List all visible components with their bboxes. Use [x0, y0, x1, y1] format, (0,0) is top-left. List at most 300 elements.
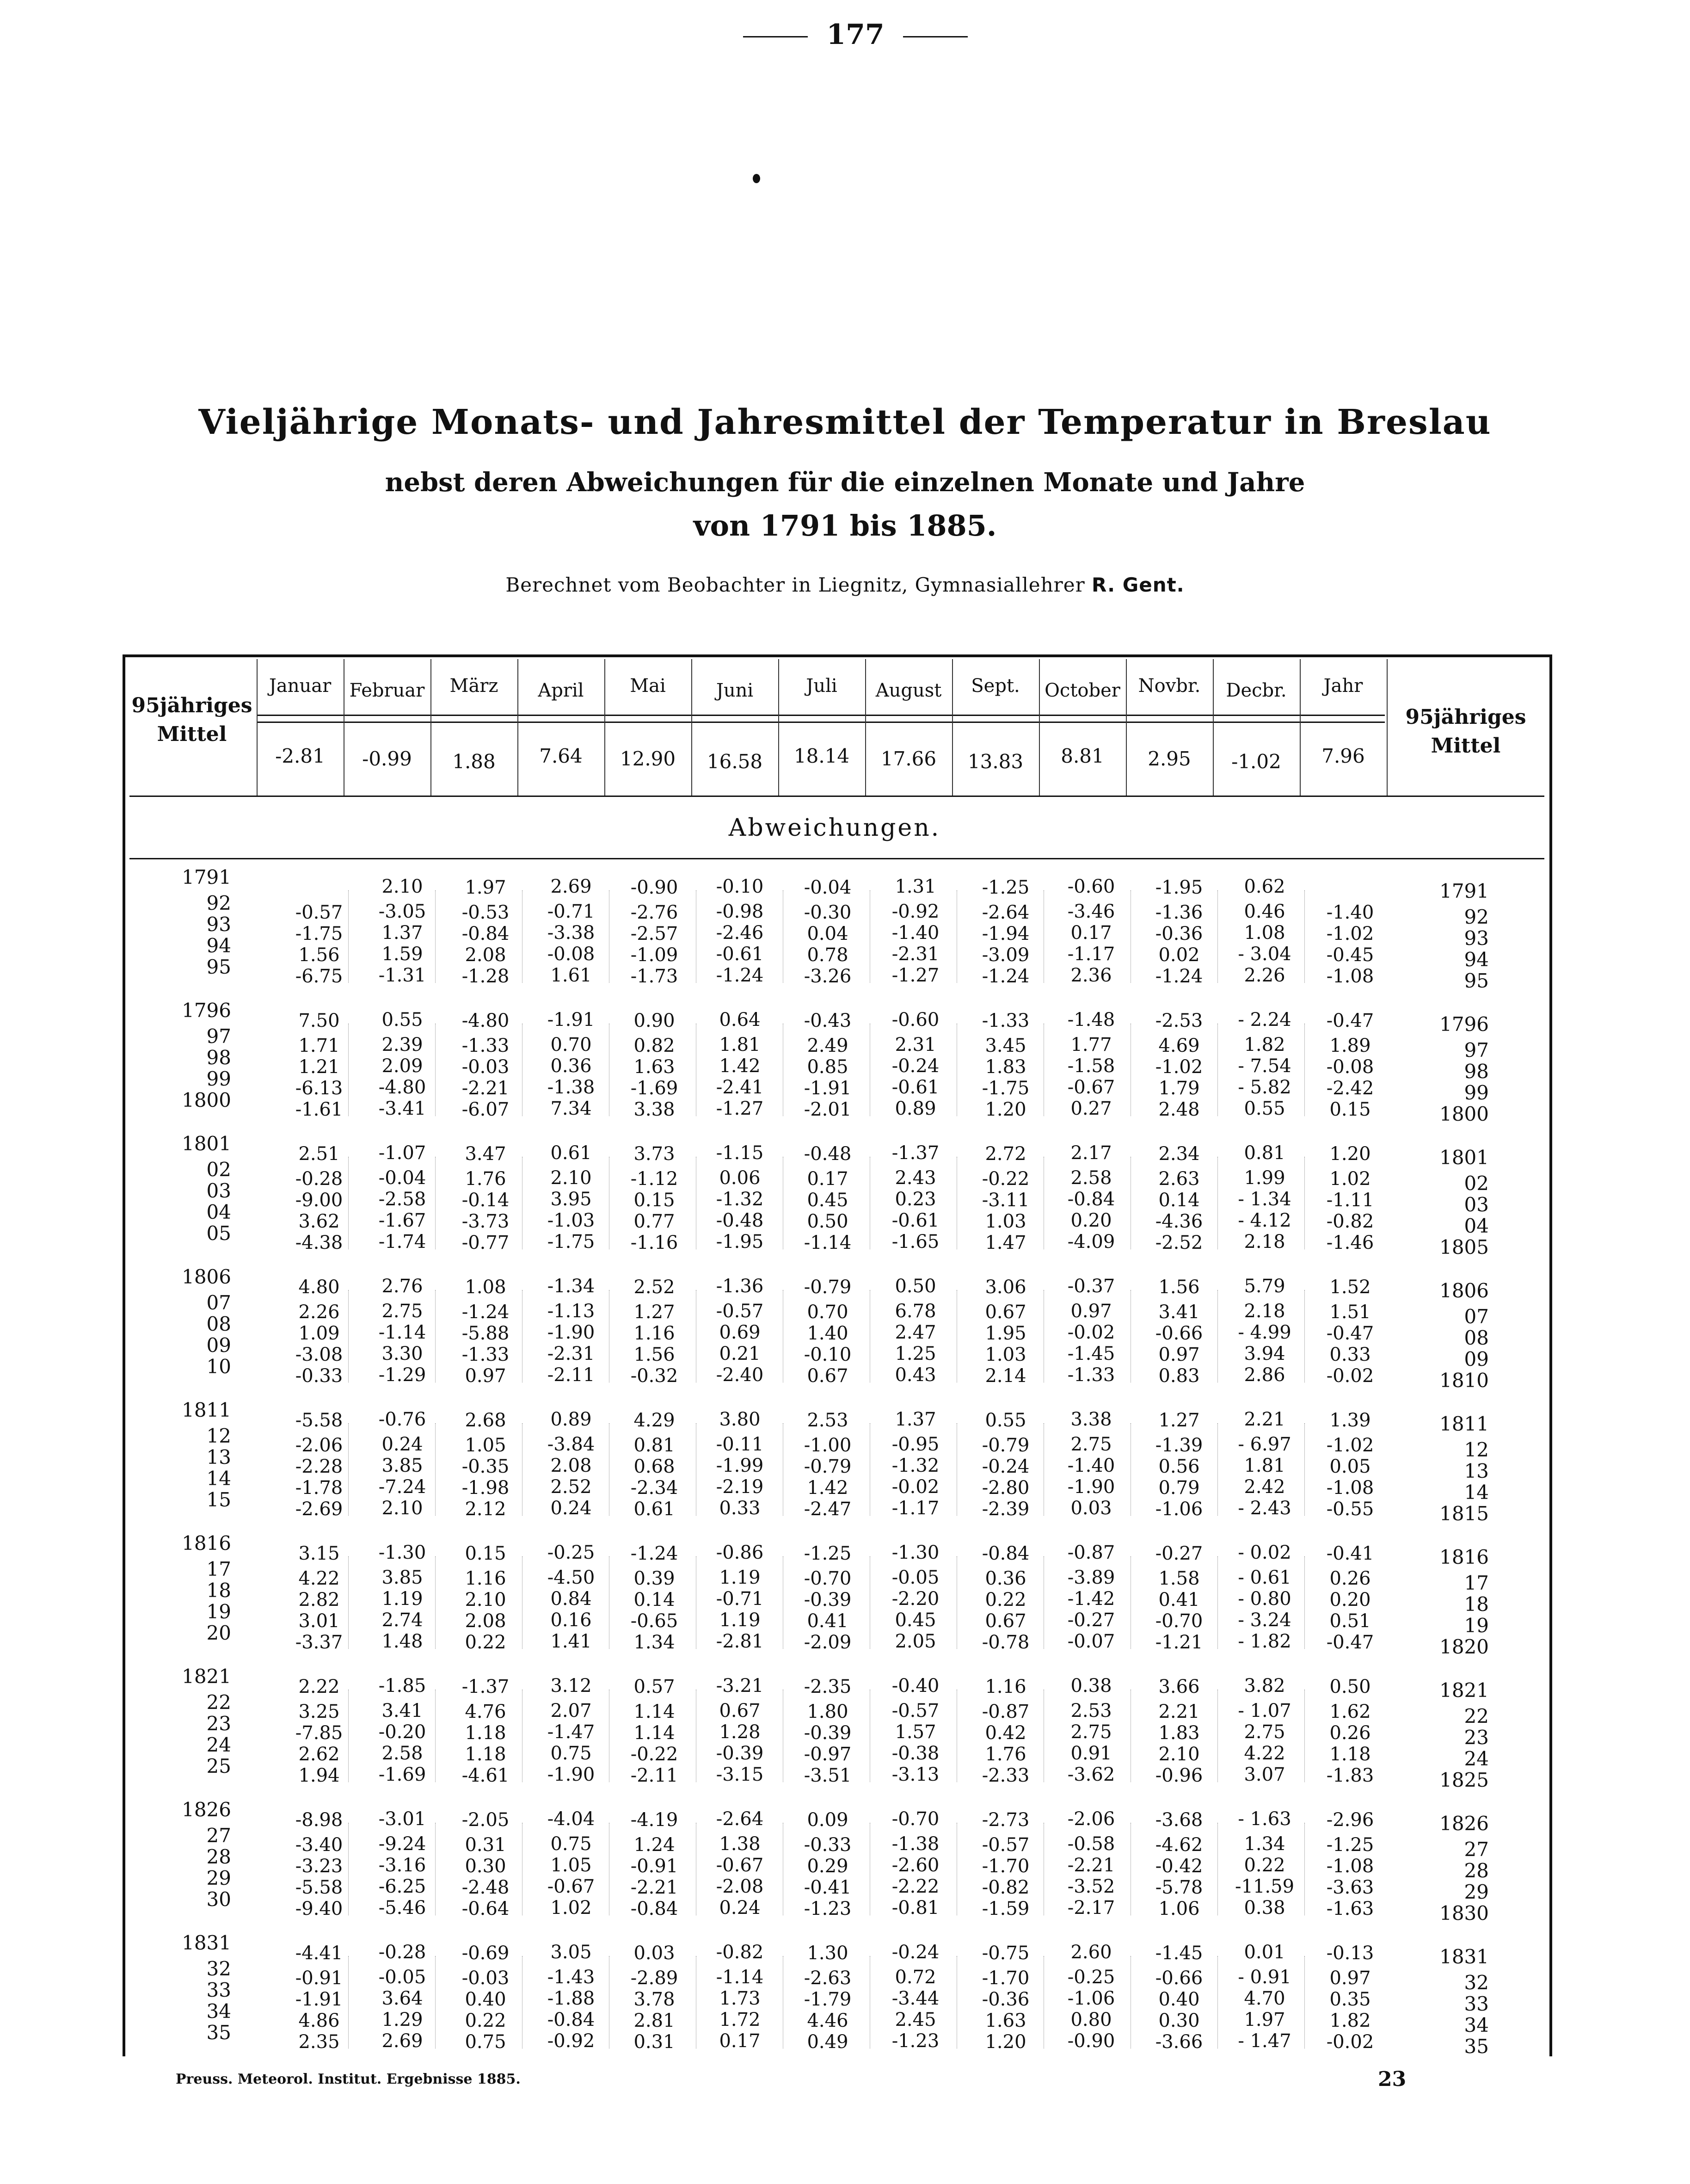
- deviation-cell: -1.07: [378, 1142, 426, 1164]
- deviation-cell: -1.32: [716, 1189, 764, 1210]
- author-prefix: Berechnet vom Beobachter in Liegnitz, Gymnasiallehrer: [505, 574, 1085, 596]
- table-row: [0, 1888, 1690, 1925]
- column-guide: [1304, 1290, 1305, 1382]
- deviation-cell: -2.73: [982, 1809, 1030, 1831]
- year-label-left: 28: [206, 1845, 231, 1868]
- deviation-cell: -1.58: [1067, 1055, 1115, 1077]
- deviation-cell: -1.39: [1155, 1435, 1203, 1456]
- deviation-cell: 7.50: [298, 1010, 340, 1031]
- deviation-cell: 2.18: [1244, 1231, 1285, 1252]
- deviation-cell: -1.17: [1067, 944, 1115, 965]
- deviation-cell: - 0.02: [1238, 1542, 1291, 1563]
- deviation-cell: 0.90: [633, 1010, 675, 1031]
- deviation-cell: -2.21: [630, 1877, 678, 1898]
- deviation-cell: -2.06: [1067, 1808, 1115, 1830]
- page-title: Vieljährige Monats- und Jahresmittel der Temperatur in Breslau: [198, 402, 1492, 442]
- deviation-cell: 0.30: [465, 1856, 506, 1877]
- year-label-right: 23: [1464, 1726, 1489, 1749]
- year-label-right: 04: [1464, 1215, 1489, 1237]
- deviation-cell: -1.37: [461, 1676, 510, 1697]
- deviation-cell: 1.16: [633, 1323, 675, 1344]
- deviation-cell: 3.73: [633, 1143, 675, 1165]
- deviation-cell: -3.13: [891, 1764, 940, 1785]
- year-label-left: 1801: [182, 1132, 231, 1155]
- deviation-cell: 0.80: [1070, 2009, 1112, 2030]
- deviation-cell: 0.67: [807, 1365, 848, 1387]
- deviation-cell: 3.30: [381, 1343, 423, 1364]
- deviation-cell: -7.85: [295, 1722, 343, 1744]
- page-subtitle: nebst deren Abweichungen für die einzelnen Monate und Jahre: [385, 467, 1305, 498]
- deviation-cell: 0.91: [1070, 1743, 1112, 1764]
- year-label-right: 19: [1464, 1614, 1489, 1637]
- deviation-cell: 0.61: [550, 1142, 592, 1164]
- year-label-left: 20: [206, 1622, 231, 1644]
- deviation-cell: -1.45: [1067, 1343, 1115, 1364]
- deviation-cell: -0.57: [295, 902, 343, 923]
- deviation-cell: 3.12: [550, 1675, 592, 1697]
- table-row: [0, 1622, 1690, 1658]
- deviation-cell: 7.34: [550, 1098, 592, 1119]
- deviation-cell: -6.25: [378, 1876, 426, 1897]
- deviation-cell: 1.34: [1244, 1833, 1285, 1855]
- deviation-cell: -3.63: [1326, 1877, 1374, 1898]
- deviation-cell: 0.14: [1158, 1190, 1200, 1211]
- deviation-cell: 1.05: [465, 1435, 506, 1456]
- deviation-cell: 2.58: [381, 1743, 423, 1764]
- deviation-cell: -1.24: [982, 966, 1030, 987]
- footer-sheet-number: 23: [1378, 2067, 1407, 2091]
- deviation-cell: 0.01: [1244, 1942, 1285, 1963]
- deviation-cell: 1.80: [807, 1701, 848, 1722]
- deviation-cell: -1.75: [982, 1078, 1030, 1099]
- deviation-cell: -2.64: [982, 902, 1030, 923]
- deviation-cell: 1.14: [633, 1701, 675, 1722]
- deviation-cell: 0.15: [1329, 1099, 1371, 1120]
- deviation-cell: -2.11: [547, 1364, 595, 1386]
- deviation-cell: -0.36: [1155, 923, 1203, 944]
- deviation-cell: -1.33: [982, 1010, 1030, 1031]
- deviation-cell: -0.58: [1067, 1833, 1115, 1855]
- year-label-left: 17: [206, 1558, 231, 1580]
- deviation-cell: 1.21: [298, 1056, 340, 1078]
- deviation-cell: -3.40: [295, 1834, 343, 1856]
- table-row: [0, 1691, 1690, 1727]
- deviation-cell: -1.17: [891, 1498, 940, 1519]
- deviation-cell: 4.69: [1158, 1035, 1200, 1056]
- deviation-cell: -1.12: [630, 1168, 678, 1190]
- deviation-cell: -0.14: [461, 1190, 510, 1211]
- deviation-cell: -1.94: [982, 923, 1030, 944]
- deviation-cell: 3.85: [381, 1455, 423, 1476]
- table-row: [0, 1089, 1690, 1125]
- deviation-cell: 2.82: [298, 1589, 340, 1610]
- deviation-cell: -0.24: [982, 1456, 1030, 1477]
- table-row: [0, 1355, 1690, 1392]
- year-label-right: 1830: [1439, 1902, 1489, 1925]
- year-label-left: 27: [206, 1824, 231, 1847]
- year-label-left: 29: [206, 1867, 231, 1889]
- year-label-left: 98: [206, 1046, 231, 1069]
- deviation-cell: 1.71: [298, 1035, 340, 1056]
- deviation-cell: -4.80: [461, 1010, 510, 1031]
- deviation-cell: -3.52: [1067, 1876, 1115, 1897]
- deviation-cell: -1.09: [630, 944, 678, 966]
- deviation-cell: 0.51: [1329, 1610, 1371, 1632]
- deviation-cell: -1.90: [1067, 1476, 1115, 1498]
- deviation-cell: 1.56: [1158, 1277, 1200, 1298]
- deviation-cell: -1.30: [891, 1542, 940, 1563]
- deviation-cell: 2.12: [465, 1499, 506, 1520]
- deviation-cell: -1.02: [1326, 923, 1374, 944]
- left-mean-label: [125, 691, 259, 749]
- column-guide: [435, 1690, 436, 1782]
- deviation-cell: -2.05: [461, 1809, 510, 1831]
- deviation-cell: 3.41: [1158, 1302, 1200, 1323]
- deviation-cell: 0.67: [985, 1610, 1026, 1632]
- table-row: [0, 1425, 1690, 1461]
- deviation-cell: 0.56: [1158, 1456, 1200, 1477]
- deviation-cell: 1.08: [1244, 922, 1285, 944]
- deviation-cell: 1.27: [1158, 1410, 1200, 1431]
- deviation-cell: -1.91: [295, 1989, 343, 2010]
- deviation-cell: -0.10: [716, 876, 764, 897]
- column-guide: [348, 1823, 349, 1915]
- deviation-cell: -0.57: [891, 1700, 940, 1721]
- deviation-cell: 2.51: [298, 1143, 340, 1165]
- column-guide: [435, 1423, 436, 1516]
- column-guide: [435, 890, 436, 983]
- deviation-cell: 0.97: [1158, 1344, 1200, 1365]
- deviation-cell: 2.75: [1070, 1434, 1112, 1455]
- deviation-cell: - 1.34: [1238, 1189, 1291, 1210]
- header-rule-lower: [257, 722, 1385, 723]
- month-header: Juni: [716, 680, 754, 701]
- deviation-cell: 1.34: [633, 1632, 675, 1653]
- deviation-cell: 0.43: [895, 1364, 936, 1386]
- deviation-cell: -3.09: [982, 944, 1030, 966]
- column-guide: [1304, 1690, 1305, 1782]
- column-guide: [1217, 1956, 1218, 2048]
- deviation-cell: 2.22: [298, 1676, 340, 1697]
- year-label-right: 98: [1464, 1060, 1489, 1083]
- deviation-cell: -3.73: [461, 1211, 510, 1232]
- deviation-cell: -6.13: [295, 1078, 343, 1099]
- year-label-left: 23: [206, 1712, 231, 1735]
- month-mean-value: 13.83: [967, 750, 1024, 773]
- deviation-cell: -1.34: [547, 1276, 595, 1297]
- deviation-cell: 0.50: [1329, 1676, 1371, 1697]
- deviation-cell: 0.67: [985, 1302, 1026, 1323]
- column-guide: [1304, 1556, 1305, 1649]
- year-label-left: 08: [206, 1313, 231, 1335]
- deviation-cell: -2.20: [891, 1588, 940, 1610]
- deviation-cell: -0.96: [1155, 1765, 1203, 1786]
- header-rule-upper: [257, 715, 1385, 716]
- deviation-cell: 0.26: [1329, 1722, 1371, 1744]
- deviation-cell: -0.60: [891, 1009, 940, 1030]
- deviation-cell: -1.95: [716, 1231, 764, 1252]
- year-label-right: 1815: [1439, 1502, 1489, 1525]
- deviation-cell: -9.40: [295, 1898, 343, 1919]
- deviation-cell: 2.52: [550, 1476, 592, 1498]
- deviation-cell: -0.08: [1326, 1056, 1374, 1078]
- year-label-left: 13: [206, 1446, 231, 1468]
- deviation-cell: -3.11: [982, 1190, 1030, 1211]
- deviation-cell: -1.08: [1326, 1477, 1374, 1499]
- year-label-left: 07: [206, 1291, 231, 1314]
- deviation-cell: 2.74: [381, 1610, 423, 1631]
- column-guide: [348, 1423, 349, 1516]
- deviation-cell: 1.82: [1329, 2010, 1371, 2031]
- deviation-cell: -9.00: [295, 1190, 343, 1211]
- deviation-cell: 1.81: [1244, 1455, 1285, 1476]
- deviation-cell: 0.22: [1244, 1855, 1285, 1876]
- right-mean-label-1: 95jähriges: [1405, 705, 1526, 729]
- deviation-cell: 1.14: [633, 1722, 675, 1744]
- deviation-cell: 2.07: [550, 1700, 592, 1721]
- column-guide: [435, 1290, 436, 1382]
- deviation-cell: 0.41: [1158, 1589, 1200, 1610]
- deviation-cell: 1.18: [1329, 1744, 1371, 1765]
- deviation-cell: -0.05: [891, 1567, 940, 1588]
- deviation-cell: -1.74: [378, 1231, 426, 1252]
- deviation-cell: 0.36: [550, 1055, 592, 1077]
- deviation-cell: 1.62: [1329, 1701, 1371, 1722]
- deviation-cell: -8.98: [295, 1809, 343, 1831]
- deviation-cell: -2.34: [630, 1477, 678, 1499]
- deviation-cell: -1.69: [630, 1078, 678, 1099]
- deviation-cell: -4.80: [378, 1077, 426, 1098]
- deviation-cell: -4.36: [1155, 1211, 1203, 1232]
- deviation-cell: -3.84: [547, 1434, 595, 1455]
- column-guide: [1304, 1823, 1305, 1915]
- deviation-cell: 3.80: [719, 1409, 761, 1430]
- deviation-cell: -2.06: [295, 1435, 343, 1456]
- deviation-cell: -0.82: [1326, 1211, 1374, 1232]
- deviation-cell: 2.10: [465, 1589, 506, 1610]
- deviation-cell: -1.27: [891, 965, 940, 986]
- column-guide: [1217, 1423, 1218, 1516]
- month-header: Januar: [269, 675, 332, 697]
- deviation-cell: -1.37: [891, 1142, 940, 1164]
- deviation-cell: -1.21: [1155, 1632, 1203, 1653]
- deviation-cell: 0.89: [550, 1409, 592, 1430]
- year-label-left: 05: [206, 1222, 231, 1245]
- month-header: Novbr.: [1138, 675, 1201, 697]
- deviation-cell: -1.33: [461, 1035, 510, 1056]
- table-row: [0, 913, 1690, 950]
- deviation-cell: - 7.54: [1238, 1055, 1291, 1077]
- deviation-cell: - 1.47: [1238, 2030, 1291, 2052]
- deviation-cell: 3.01: [298, 1610, 340, 1632]
- deviation-cell: 1.95: [985, 1323, 1026, 1344]
- deviation-cell: -2.01: [804, 1099, 852, 1120]
- deviation-cell: 1.24: [633, 1834, 675, 1856]
- deviation-cell: 0.81: [1244, 1142, 1285, 1164]
- deviation-cell: 1.08: [465, 1277, 506, 1298]
- table-row: [0, 1201, 1690, 1237]
- deviation-cell: -1.67: [378, 1210, 426, 1231]
- year-label-right: 1821: [1439, 1679, 1489, 1702]
- deviation-cell: 1.02: [550, 1897, 592, 1919]
- month-mean-value: 17.66: [880, 747, 937, 770]
- deviation-cell: -3.62: [1067, 1764, 1115, 1785]
- month-mean-value: 18.14: [793, 745, 850, 767]
- deviation-cell: -0.22: [630, 1744, 678, 1765]
- ink-dot: [753, 174, 760, 183]
- deviation-cell: -2.33: [982, 1765, 1030, 1786]
- deviation-cell: -4.41: [295, 1943, 343, 1964]
- month-header: Juli: [806, 675, 837, 697]
- deviation-cell: -2.46: [716, 922, 764, 944]
- deviation-cell: 5.79: [1244, 1276, 1285, 1297]
- deviation-cell: -4.38: [295, 1232, 343, 1253]
- deviation-cell: -0.37: [1067, 1276, 1115, 1297]
- deviation-cell: 0.50: [895, 1276, 936, 1297]
- deviation-cell: 2.52: [633, 1277, 675, 1298]
- deviation-cell: 0.97: [1070, 1301, 1112, 1322]
- deviation-cell: 2.10: [550, 1167, 592, 1189]
- deviation-cell: -1.43: [547, 1967, 595, 1988]
- deviation-cell: -3.38: [547, 922, 595, 944]
- deviation-cell: 0.40: [1158, 1989, 1200, 2010]
- deviation-cell: 0.77: [633, 1211, 675, 1232]
- year-label-left: 22: [206, 1691, 231, 1714]
- deviation-cell: 2.35: [298, 2031, 340, 2053]
- year-label-left: 25: [206, 1755, 231, 1777]
- deviation-cell: 4.22: [1244, 1743, 1285, 1764]
- deviation-cell: 1.56: [633, 1344, 675, 1365]
- deviation-cell: 1.40: [807, 1323, 848, 1344]
- deviation-cell: 3.07: [1244, 1764, 1285, 1785]
- deviation-cell: -1.45: [1155, 1943, 1203, 1964]
- deviation-cell: -1.14: [804, 1232, 852, 1253]
- deviation-cell: -0.81: [891, 1897, 940, 1919]
- deviation-cell: -0.27: [1155, 1543, 1203, 1564]
- year-label-left: 14: [206, 1467, 231, 1490]
- deviation-cell: -3.44: [891, 1988, 940, 2009]
- deviation-cell: -2.40: [716, 1364, 764, 1386]
- deviation-cell: 2.75: [1070, 1721, 1112, 1743]
- deviation-cell: 3.38: [633, 1099, 675, 1120]
- deviation-cell: -0.39: [804, 1722, 852, 1744]
- deviation-cell: -1.24: [716, 965, 764, 986]
- deviation-cell: -0.95: [891, 1434, 940, 1455]
- deviation-cell: -0.90: [630, 877, 678, 898]
- deviation-cell: 1.79: [1158, 1078, 1200, 1099]
- deviation-cell: 1.27: [633, 1302, 675, 1323]
- deviation-cell: -0.32: [630, 1365, 678, 1387]
- deviation-cell: -0.53: [461, 902, 510, 923]
- column-guide: [1217, 1290, 1218, 1382]
- deviation-cell: -0.48: [804, 1143, 852, 1165]
- footer-source: Preuss. Meteorol. Institut. Ergebnisse 1885.: [176, 2071, 521, 2087]
- deviation-cell: -0.47: [1326, 1632, 1374, 1653]
- deviation-cell: 0.02: [1158, 944, 1200, 966]
- deviation-cell: -1.13: [547, 1301, 595, 1322]
- month-mean-value: 2.95: [1148, 747, 1191, 770]
- deviation-cell: -1.33: [1067, 1364, 1115, 1386]
- deviation-cell: -0.03: [461, 1056, 510, 1078]
- deviation-cell: -2.89: [630, 1968, 678, 1989]
- deviation-cell: -6.75: [295, 966, 343, 987]
- deviation-cell: 0.39: [633, 1568, 675, 1589]
- deviation-cell: 0.84: [550, 1588, 592, 1610]
- deviation-cell: -1.02: [1155, 1056, 1203, 1078]
- month-mean-value: -1.02: [1231, 750, 1281, 773]
- year-label-right: 94: [1464, 948, 1489, 971]
- deviation-cell: 0.35: [1329, 1989, 1371, 2010]
- deviation-cell: 1.99: [1244, 1167, 1285, 1189]
- deviation-cell: -0.04: [378, 1167, 426, 1189]
- deviation-cell: -0.47: [1326, 1323, 1374, 1344]
- year-label-right: 27: [1464, 1838, 1489, 1861]
- deviation-cell: 1.63: [633, 1056, 675, 1078]
- year-label-left: 1791: [182, 866, 231, 888]
- deviation-cell: -0.67: [1067, 1077, 1115, 1098]
- deviation-cell: - 1.63: [1238, 1808, 1291, 1830]
- year-label-left: 1826: [182, 1798, 231, 1821]
- deviations-heading: Abweichungen.: [728, 814, 941, 842]
- year-label-right: 99: [1464, 1081, 1489, 1104]
- deviation-cell: -0.57: [982, 1834, 1030, 1856]
- deviation-cell: -3.08: [295, 1344, 343, 1365]
- deviation-cell: -0.41: [1326, 1543, 1374, 1564]
- deviation-cell: 1.52: [1329, 1277, 1371, 1298]
- month-header: Sept.: [971, 675, 1020, 697]
- deviation-cell: -0.57: [716, 1301, 764, 1322]
- year-label-left: 15: [206, 1488, 231, 1511]
- deviation-cell: 2.48: [1158, 1099, 1200, 1120]
- deviation-cell: 0.15: [465, 1543, 506, 1564]
- deviation-cell: -0.91: [295, 1968, 343, 1989]
- deviation-cell: 0.49: [807, 2031, 848, 2053]
- column-guide: [1304, 1956, 1305, 2048]
- month-header: August: [875, 680, 942, 701]
- deviation-cell: 0.45: [895, 1610, 936, 1631]
- deviation-cell: -3.66: [1155, 2031, 1203, 2053]
- deviation-cell: 4.76: [465, 1701, 506, 1722]
- table-row: [0, 866, 1690, 902]
- deviation-cell: 3.25: [298, 1701, 340, 1722]
- deviation-cell: 2.63: [1158, 1168, 1200, 1190]
- table-row: [0, 1265, 1690, 1302]
- deviation-cell: -0.84: [982, 1543, 1030, 1564]
- deviation-cell: -0.86: [716, 1542, 764, 1563]
- deviation-cell: -5.78: [1155, 1877, 1203, 1898]
- column-guide: [348, 1024, 349, 1116]
- deviation-cell: -0.24: [891, 1055, 940, 1077]
- deviation-cell: -1.42: [1067, 1588, 1115, 1610]
- year-label-right: 1800: [1439, 1103, 1489, 1125]
- deviation-cell: -0.24: [891, 1942, 940, 1963]
- year-label-left: 32: [206, 1957, 231, 1980]
- deviation-cell: -1.48: [1067, 1009, 1115, 1030]
- deviation-cell: 0.64: [719, 1009, 761, 1030]
- deviation-cell: 2.58: [1070, 1167, 1112, 1189]
- deviation-cell: -3.68: [1155, 1809, 1203, 1831]
- deviation-cell: 0.42: [985, 1722, 1026, 1744]
- means-bottom-rule: [129, 796, 1544, 797]
- deviation-cell: -0.45: [1326, 944, 1374, 966]
- year-label-left: 30: [206, 1888, 231, 1911]
- year-label-left: 02: [206, 1158, 231, 1181]
- deviation-cell: 1.72: [719, 2009, 761, 2030]
- table-row: [0, 1931, 1690, 1968]
- table-row: [0, 1132, 1690, 1169]
- deviation-cell: -0.33: [295, 1365, 343, 1387]
- deviation-cell: -11.59: [1235, 1876, 1295, 1897]
